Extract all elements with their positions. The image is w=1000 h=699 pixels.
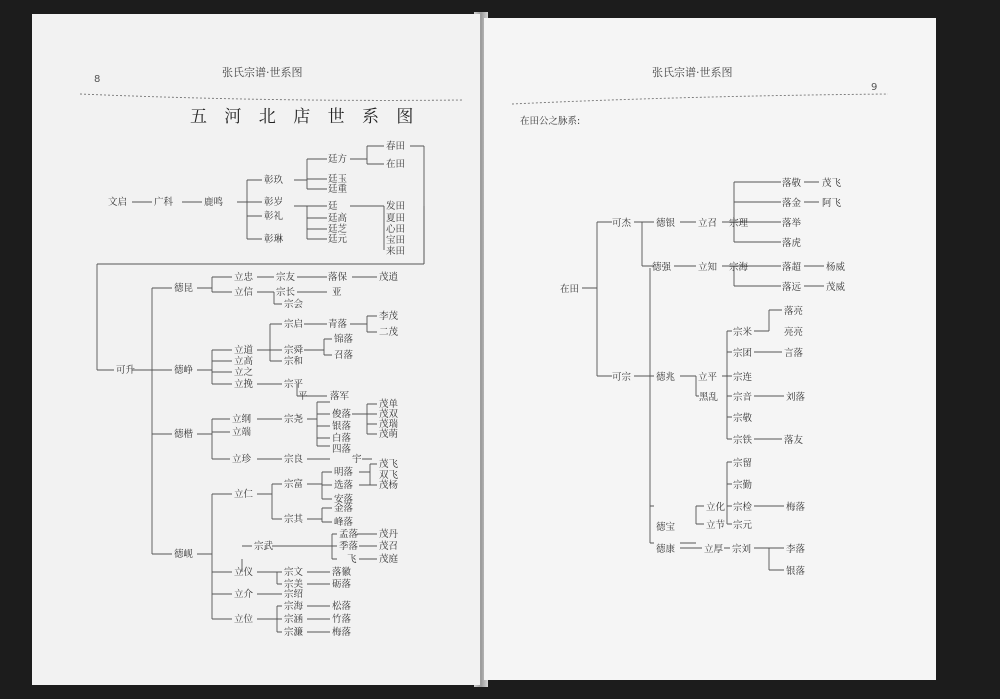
running-header: 张氏宗谱·世系图 bbox=[222, 66, 303, 79]
name-node: 刘落 bbox=[786, 392, 806, 403]
name-node: 立仁 bbox=[234, 489, 254, 500]
page-title: 五 河 北 店 世 系 图 bbox=[190, 107, 420, 127]
name-node: 亮亮 bbox=[784, 327, 804, 338]
header-rule bbox=[80, 94, 462, 100]
name-node: 落远 bbox=[782, 282, 802, 293]
name-node: 杨威 bbox=[826, 262, 846, 273]
name-node: 德强 bbox=[652, 262, 672, 273]
name-node: 心田 bbox=[386, 224, 406, 235]
name-node: 立挽 bbox=[234, 379, 254, 390]
name-node: 茂威 bbox=[826, 282, 846, 293]
name-node: 立仪 bbox=[234, 567, 254, 578]
name-node: 茂萌 bbox=[379, 429, 399, 440]
name-node: 宗绍 bbox=[284, 589, 304, 600]
name-node: 宗会 bbox=[284, 299, 304, 310]
name-node: 立化 bbox=[706, 502, 726, 513]
name-node: 宗留 bbox=[733, 458, 753, 469]
name-node: 落金 bbox=[782, 198, 802, 209]
name-node: 德岘 bbox=[174, 549, 194, 560]
name-node: 德宝 bbox=[656, 522, 676, 533]
name-node: 选落 bbox=[334, 480, 354, 491]
name-node: 可杰 bbox=[612, 218, 632, 229]
name-node: 青落 bbox=[328, 319, 348, 330]
name-node: 落虎 bbox=[782, 238, 802, 249]
page-number: 9 bbox=[871, 82, 878, 93]
name-node: 立忠 bbox=[234, 272, 254, 283]
name-node: 梅落 bbox=[786, 502, 806, 513]
name-node: 廷芝 bbox=[328, 224, 348, 235]
name-node: 广科 bbox=[154, 197, 174, 208]
name-node: 落举 bbox=[782, 218, 802, 229]
name-node: 廷高 bbox=[328, 213, 348, 224]
name-node: 茂单 bbox=[379, 399, 399, 410]
name-node: 落友 bbox=[784, 435, 804, 446]
name-node: 在田 bbox=[560, 284, 580, 295]
left-page bbox=[32, 14, 480, 685]
name-node: 平 bbox=[298, 391, 308, 402]
name-node: 茂飞 bbox=[822, 178, 842, 189]
name-node: 发田 bbox=[386, 201, 406, 212]
name-node: 立端 bbox=[232, 427, 252, 438]
name-node: 阿飞 bbox=[822, 198, 842, 209]
name-node: 春田 bbox=[386, 141, 406, 152]
name-node: 茂杨 bbox=[379, 480, 399, 491]
name-node: 宇 bbox=[352, 454, 362, 465]
name-node: 飞 bbox=[347, 554, 357, 565]
name-node: 宗武 bbox=[254, 541, 274, 552]
running-header: 张氏宗谱·世系图 bbox=[652, 66, 733, 79]
name-node: 宗涵 bbox=[284, 614, 304, 625]
name-node: 黑乱 bbox=[699, 392, 719, 403]
name-node: 金落 bbox=[334, 503, 354, 514]
name-node: 廷方 bbox=[328, 154, 348, 165]
name-node: 落敬 bbox=[782, 178, 802, 189]
name-node: 宗刘 bbox=[732, 544, 752, 555]
name-node: 宗勤 bbox=[733, 480, 753, 491]
name-node: 四落 bbox=[332, 444, 352, 455]
header-rule bbox=[512, 94, 888, 104]
name-node: 文启 bbox=[108, 197, 128, 208]
name-node: 立道 bbox=[234, 345, 254, 356]
name-node: 茂召 bbox=[379, 541, 399, 552]
family-tree-left bbox=[108, 140, 405, 638]
name-node: 宗米 bbox=[733, 327, 753, 338]
name-node: 立知 bbox=[698, 262, 718, 273]
name-node: 宗敬 bbox=[733, 413, 753, 424]
name-node: 廷玉 bbox=[328, 174, 348, 185]
name-node: 李茂 bbox=[379, 311, 399, 322]
name-node: 双飞 bbox=[379, 470, 399, 481]
name-node: 宗团 bbox=[733, 348, 753, 359]
name-node: 季落 bbox=[339, 541, 359, 552]
name-node: 可宗 bbox=[612, 372, 632, 383]
family-tree-right bbox=[560, 177, 846, 577]
right-page bbox=[484, 18, 936, 680]
name-node: 白落 bbox=[332, 433, 352, 444]
name-node: 茂双 bbox=[379, 409, 399, 420]
name-node: 德康 bbox=[656, 544, 676, 555]
name-node: 宗海 bbox=[284, 601, 304, 612]
name-node: 银落 bbox=[786, 566, 806, 577]
name-node: 二茂 bbox=[379, 327, 399, 338]
name-node: 宗濂 bbox=[284, 627, 304, 638]
name-node: 安落 bbox=[334, 494, 354, 505]
name-node: 落超 bbox=[782, 262, 802, 273]
name-node: 宗尧 bbox=[284, 414, 304, 425]
name-node: 立召 bbox=[698, 218, 718, 229]
name-node: 明落 bbox=[334, 467, 354, 478]
name-node: 立节 bbox=[706, 520, 726, 531]
name-node: 德峥 bbox=[174, 365, 194, 376]
name-node: 廷元 bbox=[328, 234, 348, 245]
name-node: 宗美 bbox=[284, 579, 304, 590]
name-node: 落保 bbox=[328, 272, 348, 283]
name-node: 落军 bbox=[330, 391, 350, 402]
name-node: 宗舜 bbox=[284, 345, 304, 356]
name-node: 立纲 bbox=[232, 414, 252, 425]
name-node: 立信 bbox=[234, 287, 254, 298]
name-node: 宗其 bbox=[284, 514, 304, 525]
name-node: 宗检 bbox=[733, 502, 753, 513]
name-node: 立介 bbox=[234, 589, 254, 600]
name-node: 宗平 bbox=[284, 379, 304, 390]
name-node: 梅落 bbox=[332, 627, 352, 638]
name-node: 银落 bbox=[332, 421, 352, 432]
name-node: 宗音 bbox=[733, 392, 753, 403]
section-subheading: 在田公之脉系: bbox=[520, 116, 581, 127]
name-node: 茂庭 bbox=[379, 554, 399, 565]
name-node: 锦落 bbox=[334, 334, 354, 345]
name-node: 立珍 bbox=[232, 454, 252, 465]
name-node: 俊落 bbox=[332, 409, 352, 420]
tree-connectors bbox=[97, 146, 424, 632]
name-node: 宗良 bbox=[284, 454, 304, 465]
name-node: 廷重 bbox=[328, 184, 348, 195]
name-node: 茂逍 bbox=[379, 272, 399, 283]
name-node: 峰落 bbox=[334, 517, 354, 528]
name-node: 立之 bbox=[234, 367, 254, 378]
name-node: 夏田 bbox=[386, 213, 406, 224]
name-node: 彰琳 bbox=[264, 234, 284, 245]
name-node: 召落 bbox=[334, 350, 354, 361]
name-node: 亚 bbox=[332, 287, 342, 298]
name-node: 彰礼 bbox=[264, 211, 284, 222]
name-node: 立平 bbox=[698, 372, 718, 383]
name-node: 宗启 bbox=[284, 319, 304, 330]
name-node: 可升 bbox=[116, 365, 136, 376]
name-node: 廷 bbox=[328, 201, 338, 212]
name-node: 竹落 bbox=[332, 614, 352, 625]
name-node: 宗理 bbox=[729, 218, 749, 229]
name-node: 孟落 bbox=[339, 529, 359, 540]
name-node: 茂丹 bbox=[379, 529, 399, 540]
name-node: 立位 bbox=[234, 614, 254, 625]
name-node: 宗友 bbox=[276, 272, 296, 283]
name-node: 茂飞 bbox=[379, 459, 399, 470]
name-node: 宗元 bbox=[733, 520, 753, 531]
name-node: 彰玖 bbox=[264, 175, 284, 186]
name-node: 宗铁 bbox=[733, 435, 753, 446]
name-node: 宗文 bbox=[284, 567, 304, 578]
name-node: 砺落 bbox=[332, 579, 352, 590]
name-node: 在田 bbox=[386, 159, 406, 170]
name-node: 宗和 bbox=[284, 356, 304, 367]
name-node: 宗长 bbox=[276, 287, 296, 298]
name-node: 鹿鸣 bbox=[204, 197, 224, 208]
name-node: 言落 bbox=[784, 348, 804, 359]
name-node: 李落 bbox=[786, 544, 806, 555]
page-number: 8 bbox=[94, 74, 101, 85]
name-node: 落亮 bbox=[784, 306, 804, 317]
name-node: 宗连 bbox=[733, 372, 753, 383]
name-node: 松落 bbox=[332, 601, 352, 612]
name-node: 立高 bbox=[234, 356, 254, 367]
name-node: 宝田 bbox=[386, 235, 406, 246]
name-node: 立厚 bbox=[704, 544, 724, 555]
name-node: 落徽 bbox=[332, 567, 352, 578]
name-node: 德兆 bbox=[656, 372, 676, 383]
name-node: 茂瑞 bbox=[379, 419, 399, 430]
name-node: 宗富 bbox=[284, 479, 304, 490]
name-node: 德楷 bbox=[174, 429, 194, 440]
name-node: 宗海 bbox=[729, 262, 749, 273]
name-node: 德昆 bbox=[174, 283, 194, 294]
name-node: 彰岁 bbox=[264, 197, 284, 208]
name-node: 来田 bbox=[386, 246, 406, 257]
name-node: 德银 bbox=[656, 218, 676, 229]
